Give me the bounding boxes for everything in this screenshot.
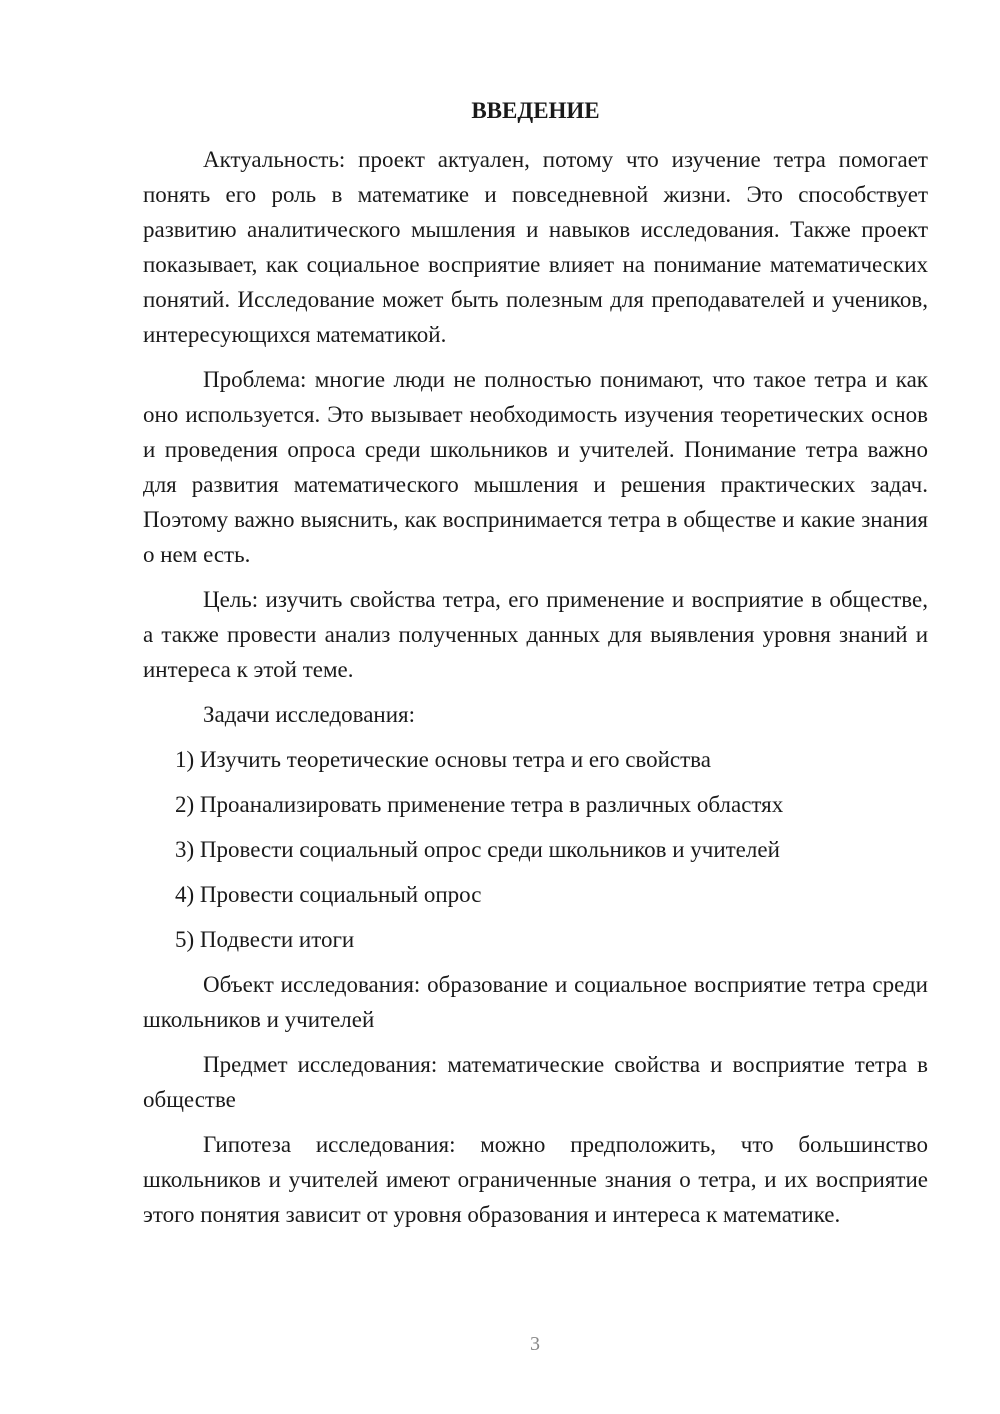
- list-item: 5) Подвести итоги: [175, 927, 355, 952]
- paragraph-object: Объект исследования: образование и социальное восприятие тетра среди школьников и учителей: [143, 972, 928, 1032]
- list-item: 2) Проанализировать применение тетра в различных областях: [175, 792, 784, 817]
- list-item: 4) Провести социальный опрос: [175, 882, 482, 907]
- list-item: 1) Изучить теоретические основы тетра и его свойства: [175, 747, 711, 772]
- paragraph-goal: Цель: изучить свойства тетра, его применение и восприятие в обществе, а также провести анализ полученных данных для выявления уровня знаний и интереса к этой теме.: [143, 587, 928, 682]
- page-title: ВВЕДЕНИЕ: [471, 98, 600, 123]
- paragraph-subject: Предмет исследования: математические свойства и восприятие тетра в обществе: [143, 1052, 928, 1112]
- page-number: 3: [530, 1333, 540, 1355]
- tasks-list: [143, 742, 928, 957]
- paragraph-relevance: Актуальность: проект актуален, потому что изучение тетра помогает понять его роль в математике и повседневной жизни. Это способствует развитию аналитического мышления и навыков исследования. Также проект показывает, как социальное восприятие влияет на понимание математических понятий. Исследование может быть полезным для преподавателей и учеников, интересующихся математикой.: [143, 147, 928, 347]
- document-body: [143, 142, 928, 1242]
- list-item: 3) Провести социальный опрос среди школьников и учителей: [175, 837, 780, 862]
- paragraph-hypothesis: Гипотеза исследования: можно предположить, что большинство школьников и учителей имеют ограниченные знания о тетра, и их восприятие этого понятия зависит от уровня образования и интереса к математике.: [143, 1132, 928, 1227]
- tasks-heading: Задачи исследования:: [203, 702, 416, 727]
- paragraph-problem: Проблема: многие люди не полностью понимают, что такое тетра и как оно используется. Это вызывает необходимость изучения теоретических основ и проведения опроса среди школьников и учителей. Понимание тетра важно для развития математического мышления и решения практических задач. Поэтому важно выяснить, как воспринимается тетра в обществе и какие знания о нем есть.: [143, 367, 928, 567]
